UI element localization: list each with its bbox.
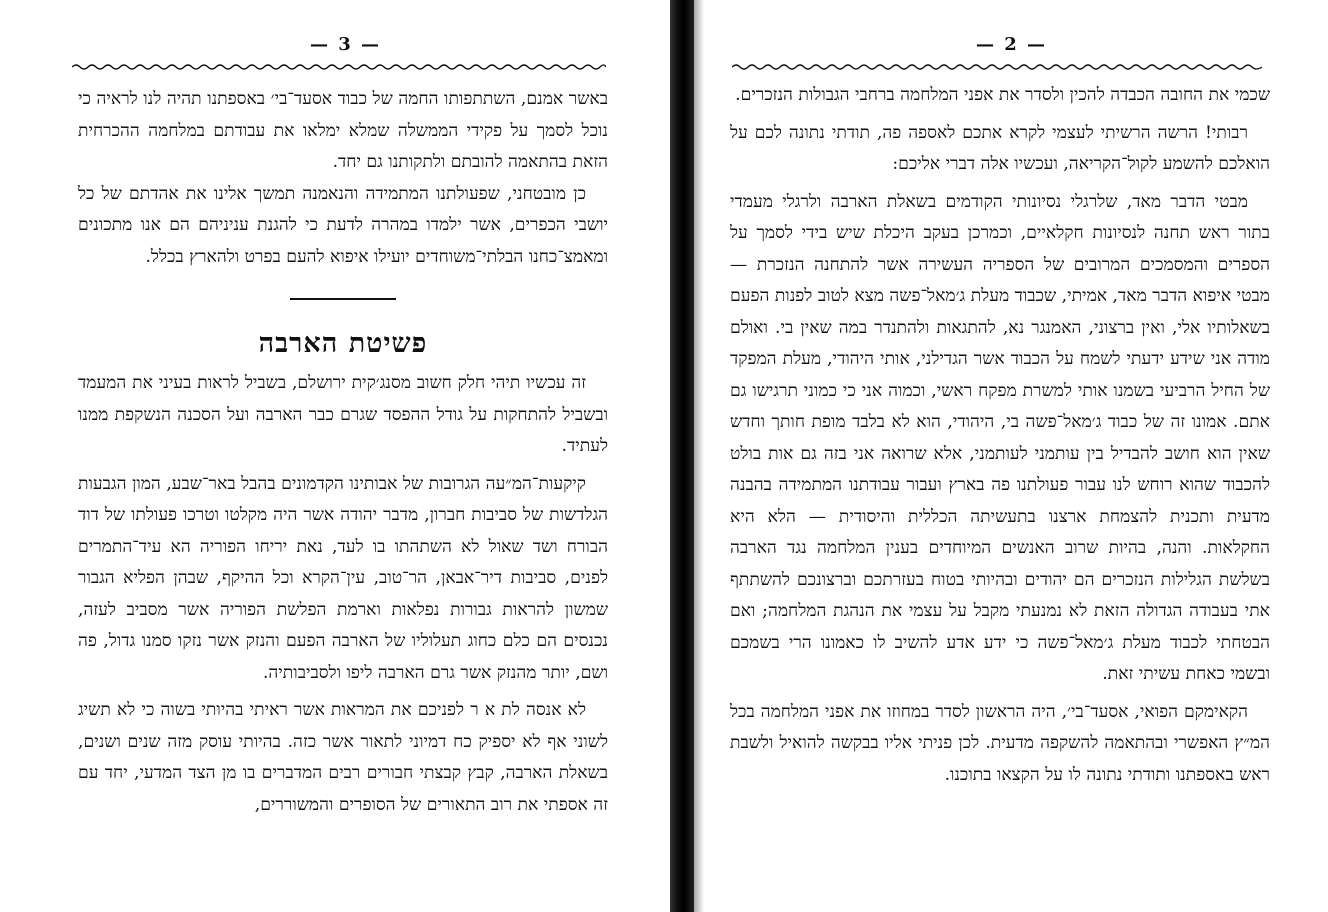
intro-text: [78, 84, 608, 273]
page-number: — 2 —: [976, 34, 1048, 55]
body-text: [78, 368, 608, 821]
paragraph: קיקעות־המ״עה הגרובות של אבותינו הקדמונים בהבל באר־שבע, המון הגבעות הגלדשות של סביבות חברון, מדבר יהודה אשר היה מקלטו וטרכו פעולתו של דוד הבורח ושד שאול לא השתהתו בו לעד, נאת יריחו הפוריה הא עיד־התמרים לפנים, סביבות דיר־אבאן, הר־טוב, עין־הקרא וכל ההיקף, שבהן הפליא הגבור שמשון להראות גבורות נפלאות וארמת הפלשת הפוריה אשר מסביב לעזה, נכנסים הם כלם כחוג תעלוליו של הארבה הפעם והנזק אשר נזקו סמנו גדול, פה ושם, יותר מהנזק אשר גרם הארבה ליפו ולסביבותיה.: [78, 473, 608, 683]
paragraph: שכמי את החובה הכבדה להכין ולסדר את אפני המלחמה ברחבי הגבולות הנזכרים.: [735, 85, 1270, 105]
wavy-rule: [72, 62, 606, 72]
wavy-rule: [732, 62, 1262, 72]
paragraph: לא אנסה לת א ר לפניכם את המראות אשר ראיתי בהיותי בשוה כי לא תשיג לשוני אף לא יספיק כח דמיוני לתאור אשר כזה. בהיותי עוסק מזה שנים ושנים, בשאלת הארבה, קבץ קבצתי חבורים רבים המדברים בו מן הצד המדעי, יחד עם זה אספתי את רוב התאורים של הסופרים והמשוררים,: [78, 700, 608, 815]
book-gutter: [670, 0, 694, 912]
right-page: [694, 0, 1328, 912]
page-text: [730, 80, 1270, 791]
paragraph: זה עכשיו תיהי חלק חשוב מסנג׳קית ירושלם, בשביל לראות בעיני את המעמד ובשביל להתחקות על גודל ההפסד שגרם כבר הארבה ועל הסכנה הנשקפת ממנו לעתיד.: [78, 373, 608, 456]
paragraph: הקאימקם הפואי, אסעד־בי׳, היה הראשון לסדר במחוזו את אפני המלחמה בכל המ״ץ האפשרי ובהתאמה להשקפה מדעית. לכן פניתי אליו בבקשה להואיל ולשבת ראש באספתנו ותודתי נתונה לו על הקצאו בתוכנו.: [730, 701, 1270, 785]
paragraph: באשר אמנם, השתתפותו החמה של כבוד אסעד־בי׳ באספתנו תהיה לנו לראיה כי נוכל לסמך על פקידי הממשלה שמלא ימלאו את עבודתם במלחמה ההכרחית הזאת בהתאמה להובתם ולתקותנו גם יחד.: [78, 89, 608, 172]
paragraph: מבטי הדבר מאד, שלרגלי נסיונותי הקודמים בשאלת הארבה ולרגלי מעמדי בתור ראש תחנה לנסיונות חקלאיים, וכמרכן בעקב היכלת שיש בידי לסמך על הספרים והמסמכים המרובים של הספריה העשירה אשר להתחנה הנזכרת — מבטי איפוא הדבר מאד, אמיתי, שכבוד מעלת ג׳מאל־פשה מצא לטוב לפנות הפעם בשאלותיו אלי, ואין ברצוני, האמנגר נא, להתגאות ולהתנדר במה שאין בי. ואולם מודה אני שידע ידעתי לשמח על הכבוד אשר הגדילני, אותי היהודי, מעלת המפקד של החיל הרביעי בשמנו אותי למשרת מפקח ראשי, וכמוה אני כי כמוני תרגישו גם אתם. אמונו זה של כבוד ג׳מאל־פשה בי, היהודי, הוא לא בלבד מופת חותך וחדש שאין הוא חושב להבדיל בין עותמני לעותמני, אלא שרואה אני בזה גם אות בולט להכבוד שהוא רוחש לנו עבור פעולתנו פה בארץ ועבור עבודתנו המתמידה בהבנה מדעית ותכנית להצמחת ארצנו בתעשיתה הכללית והיסודית — הלא היא החקלאות. והנה, בהיות שרוב האנשים המיוחדים בענין המלחמה נגד הארבה בשלשת הגלילות הנזכרים הם יהודים ובהיותי בטוח בעזרתכם וברצונכם להשתתף אתי בעבודה הגדולה הזאת לא נמנעתי מקבל על עצמי את הנהגת המלחמה; ואם הבטחתי לכבוד מעלת ג׳מאל־פשה כי ידע אדע להשיב לו כאמונו הרי בשמכם ובשמי כאחת עשיתי זאת.: [730, 191, 1270, 684]
paragraph: רבותי! הרשה הרשיתי לעצמי לקרא אתכם לאספה פה, תודתי נתונה לכם על הואלכם להשמע לקול־הקריאה, ועכשיו אלה דברי אליכם:: [730, 122, 1270, 174]
page-number: — 3 —: [310, 34, 382, 55]
paragraph: כן מובטחני, שפעולתנו המתמידה והנאמנה תמשך אלינו את אהדתם של כל יושבי הכפרים, אשר ילמדו במהרה לדעת כי להגנת עניניהם הם אנו מתכונים ומאמצ־כחנו הבלתי־משוחדים יועילו איפוא להעם בפרט ולהארץ בכלל.: [78, 183, 608, 267]
section-divider: [290, 298, 396, 300]
section-heading: פשיטת הארבה: [258, 328, 428, 359]
